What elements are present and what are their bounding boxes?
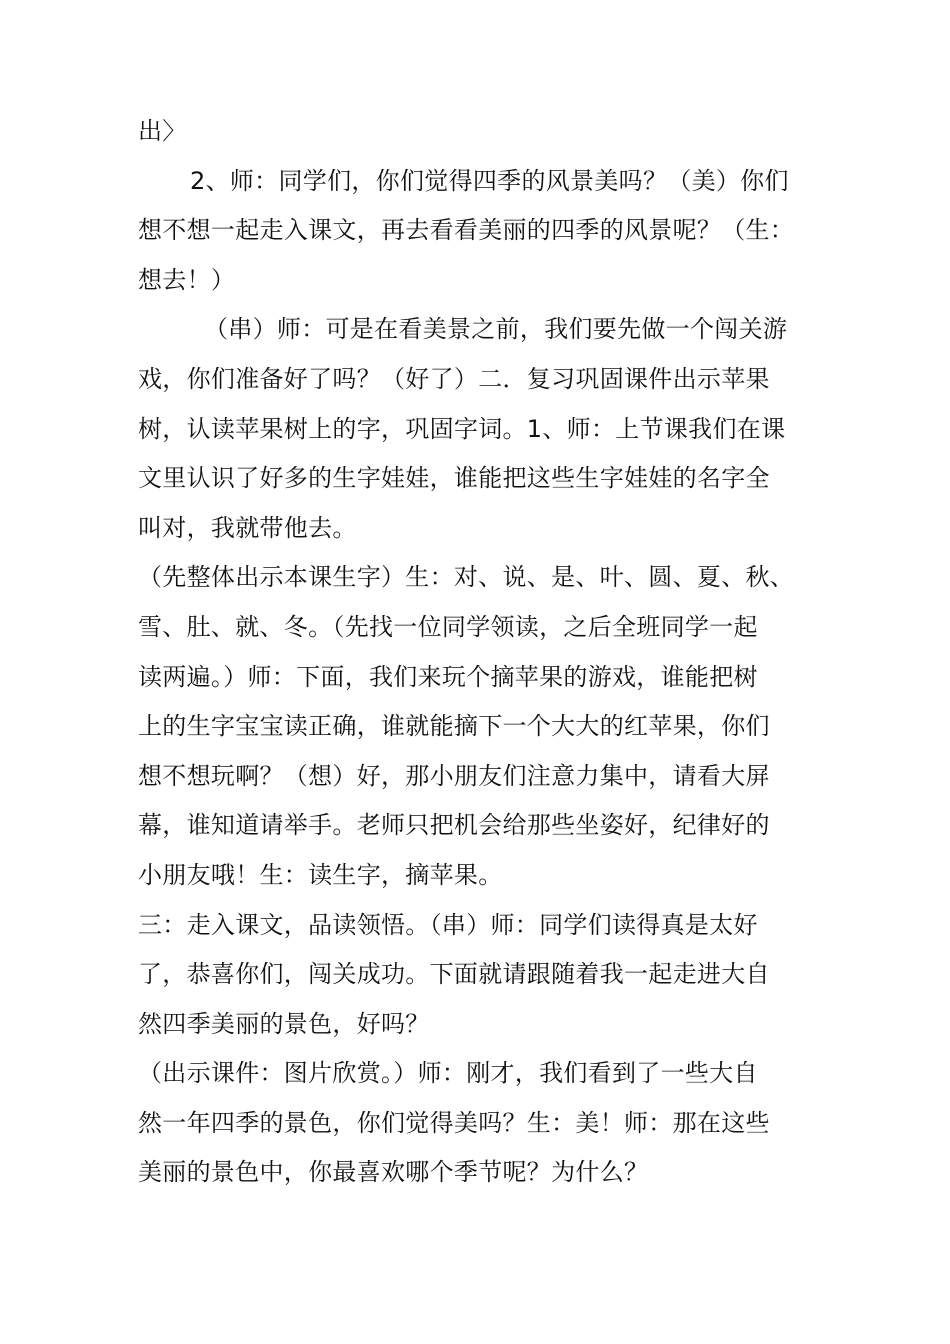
text-line: （先整体出示本课生字）生：对、说、是、叶、圆、夏、秋、 bbox=[138, 563, 795, 592]
text-line: 小朋友哦！生：读生字，摘苹果。 bbox=[138, 860, 503, 889]
text-line: 了，恭喜你们，闯关成功。下面就请跟随着我一起走进大自 bbox=[138, 960, 770, 989]
text-line: 三：走入课文，品读领悟。（串）师：同学们读得真是太好 bbox=[138, 910, 758, 939]
text-line: 树，认读苹果树上的字，巩固字词。1、师：上节课我们在课 bbox=[138, 414, 786, 443]
text-line: 文里认识了好多的生字娃娃，谁能把这些生字娃娃的名字全 bbox=[138, 464, 770, 493]
text-line: 美丽的景色中，你最喜欢哪个季节呢？为什么？ bbox=[138, 1158, 649, 1187]
text-line: 雪、肚、就、冬。（先找一位同学领读，之后全班同学一起 bbox=[138, 612, 758, 641]
text-line: 然一年四季的景色，你们觉得美吗？生：美！师：那在这些 bbox=[138, 1108, 770, 1137]
document-body bbox=[138, 107, 818, 1198]
text-line: 读两遍。）师：下面，我们来玩个摘苹果的游戏，谁能把树 bbox=[138, 662, 758, 691]
text-line: 然四季美丽的景色，好吗？ bbox=[138, 1009, 430, 1038]
text-line: 2、师：同学们，你们觉得四季的风景美吗？（美）你们 bbox=[190, 166, 789, 195]
text-line: 叫对，我就带他去。 bbox=[138, 513, 357, 542]
text-line: 上的生字宝宝读正确，谁就能摘下一个大大的红苹果，你们 bbox=[138, 712, 770, 741]
text-line: 想不想玩啊？（想）好，那小朋友们注意力集中，请看大屏 bbox=[138, 761, 770, 790]
text-line: 想去！） bbox=[138, 265, 236, 294]
text-line: 出〉 bbox=[138, 117, 187, 145]
text-line: （出示课件：图片欣赏。）师：刚才，我们看到了一些大自 bbox=[138, 1059, 758, 1088]
text-line: 想不想一起走入课文，再去看看美丽的四季的风景呢？（生： bbox=[138, 216, 795, 245]
text-line: （串）师：可是在看美景之前，我们要先做一个闯关游 bbox=[204, 315, 788, 344]
text-line: 幕，谁知道请举手。老师只把机会给那些坐姿好，纪律好的 bbox=[138, 811, 770, 840]
text-line: 戏，你们准备好了吗？（好了）二．复习巩固课件出示苹果 bbox=[138, 364, 770, 393]
